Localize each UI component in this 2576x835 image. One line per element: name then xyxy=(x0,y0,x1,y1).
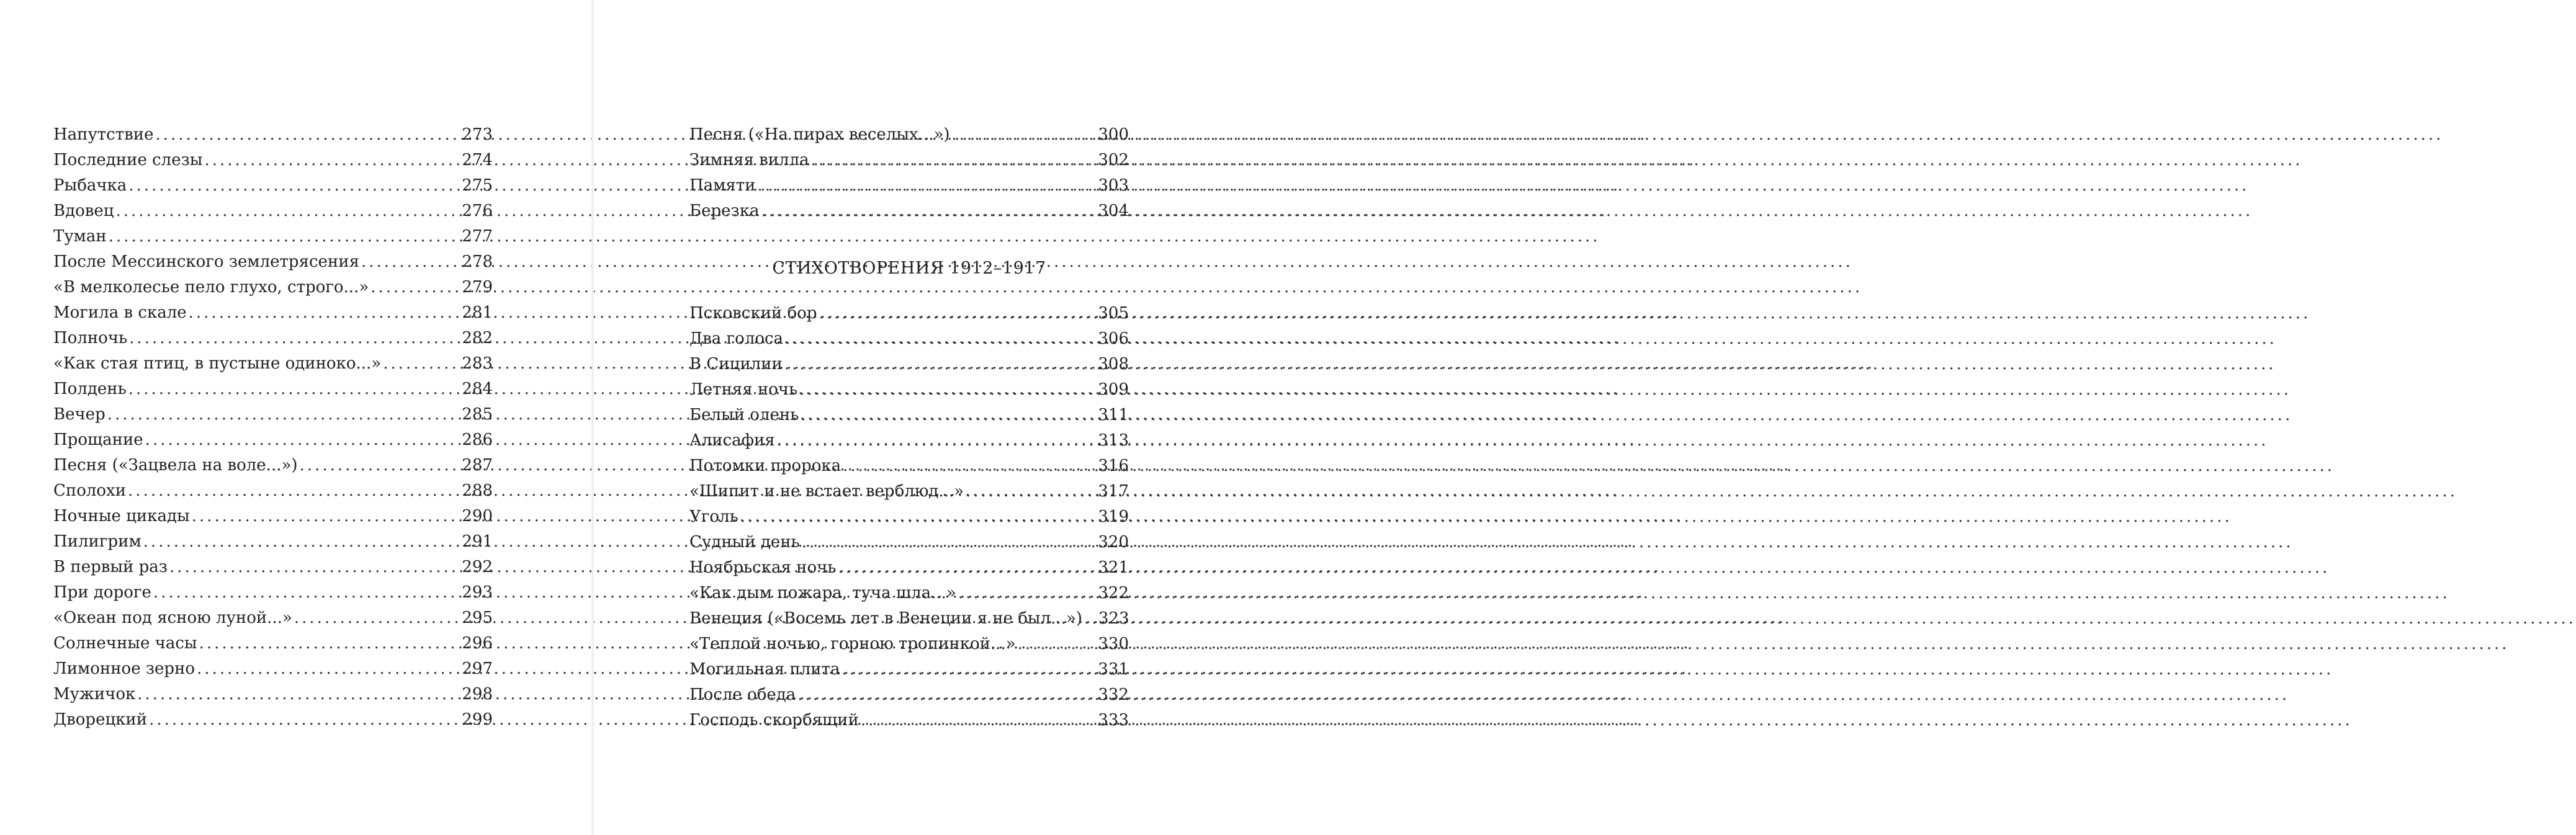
toc-entry xyxy=(53,504,493,529)
toc-entry xyxy=(689,122,1129,148)
toc-entry xyxy=(53,555,493,580)
toc-entry-title: Белый олень xyxy=(689,406,799,424)
left-page xyxy=(0,0,591,835)
toc-entry xyxy=(53,199,493,224)
toc-entry-page-number: 317 xyxy=(1098,482,1129,501)
toc-dot-leader xyxy=(204,148,460,173)
toc-dot-leader xyxy=(189,300,460,326)
toc-entry-title: Могила в скале xyxy=(53,303,187,322)
toc-dot-leader xyxy=(841,657,1096,682)
toc-dot-leader xyxy=(802,530,1097,555)
toc-entry-title: Напутствие xyxy=(53,125,154,144)
toc-entry-title: Мужичок xyxy=(53,685,136,703)
toc-dot-leader xyxy=(797,682,1096,708)
toc-dot-leader xyxy=(958,581,1097,606)
toc-entry xyxy=(53,427,493,453)
toc-entry-title: Ночные цикады xyxy=(53,507,190,525)
toc-entry-page-number: 275 xyxy=(462,176,493,195)
toc-entry-page-number: 281 xyxy=(462,303,493,322)
toc-entry xyxy=(689,428,1129,453)
toc-entry-title: «Океан под ясною луной...» xyxy=(53,609,292,627)
toc-entry-page-number: 292 xyxy=(462,558,493,576)
toc-dot-leader xyxy=(109,224,460,249)
toc-entry-title: Последние слезы xyxy=(53,151,203,169)
toc-entry xyxy=(689,377,1129,403)
toc-dot-leader xyxy=(361,249,460,275)
toc-dot-leader xyxy=(843,453,1096,479)
toc-entry-page-number: 283 xyxy=(462,354,493,373)
toc-entry-page-number: 304 xyxy=(1098,202,1129,220)
toc-dot-leader xyxy=(300,453,460,478)
toc-entry-title: Псковский бор xyxy=(689,304,817,323)
toc-entry-title: Дворецкий xyxy=(53,710,148,729)
toc-entry xyxy=(689,555,1129,581)
toc-entry xyxy=(53,605,493,631)
toc-entry xyxy=(53,529,493,555)
toc-entry xyxy=(53,148,493,173)
toc-entry xyxy=(689,326,1129,352)
toc-entry xyxy=(53,453,493,478)
toc-dot-leader xyxy=(966,479,1096,504)
toc-entry xyxy=(53,631,493,656)
toc-entry-page-number: 293 xyxy=(462,583,493,602)
toc-entry-page-number: 278 xyxy=(462,252,493,271)
toc-dot-leader xyxy=(128,377,460,402)
toc-entry xyxy=(53,300,493,326)
toc-entry-title: Туман xyxy=(53,227,107,246)
toc-entry xyxy=(53,478,493,504)
toc-entry xyxy=(689,173,1129,199)
toc-dot-leader xyxy=(149,707,460,733)
toc-entry-page-number: 302 xyxy=(1098,151,1129,169)
toc-entry-title: Вдовец xyxy=(53,202,114,220)
toc-entry-title: Сполохи xyxy=(53,481,127,500)
toc-entry-page-number: 320 xyxy=(1098,533,1129,551)
toc-dot-leader xyxy=(107,402,460,427)
toc-dot-leader xyxy=(145,427,460,453)
toc-entry-page-number: 300 xyxy=(1098,125,1129,144)
toc-entry-page-number: 313 xyxy=(1098,431,1129,450)
right-page xyxy=(594,0,1176,835)
toc-dot-leader xyxy=(153,580,460,605)
toc-dot-leader xyxy=(192,504,460,529)
toc-entry-page-number: 277 xyxy=(462,227,493,246)
toc-dot-leader xyxy=(811,148,1097,173)
toc-entry-title: Песня («На пирах веселых...») xyxy=(689,125,950,144)
toc-entry-title: «Шипит и не встает верблюд...» xyxy=(689,482,964,501)
toc-entry xyxy=(53,122,493,148)
toc-entry-title: Солнечные часы xyxy=(53,634,197,653)
toc-entry-title: «Как стая птиц, в пустыне одиноко...» xyxy=(53,354,382,373)
toc-entry-page-number: 279 xyxy=(462,278,493,297)
toc-entry xyxy=(689,606,1129,632)
toc-dot-leader xyxy=(740,504,1097,530)
toc-entry-title: Судный день xyxy=(689,533,800,551)
toc-entry xyxy=(689,530,1129,555)
toc-entry xyxy=(689,657,1129,682)
left-toc-list xyxy=(53,122,493,733)
toc-entry-page-number: 290 xyxy=(462,507,493,525)
toc-entry-title: «Теплой ночью, горною тропинкой...» xyxy=(689,635,1016,653)
toc-entry-title: Лимонное зерно xyxy=(53,659,195,678)
section-heading: СТИХОТВОРЕНИЯ 1912–1917 xyxy=(772,259,1046,278)
toc-dot-leader xyxy=(197,656,460,682)
toc-entry xyxy=(689,199,1129,224)
toc-entry xyxy=(689,632,1129,657)
toc-dot-leader xyxy=(129,326,460,351)
toc-entry xyxy=(53,275,493,300)
toc-entry-page-number: 284 xyxy=(462,380,493,398)
toc-entry xyxy=(53,351,493,377)
toc-dot-leader xyxy=(784,352,1097,377)
toc-entry xyxy=(689,352,1129,377)
toc-entry xyxy=(53,173,493,199)
toc-dot-leader xyxy=(1084,606,1097,632)
toc-entry-page-number: 296 xyxy=(462,634,493,653)
toc-entry-page-number: 323 xyxy=(1098,609,1129,628)
toc-entry-page-number: 276 xyxy=(462,202,493,220)
toc-dot-leader xyxy=(370,275,460,300)
toc-dot-leader xyxy=(155,122,460,148)
toc-entry xyxy=(689,301,1129,326)
toc-entry-title: Господь скорбящий xyxy=(689,711,859,730)
toc-entry-page-number: 274 xyxy=(462,151,493,169)
toc-entry-title: Два голоса xyxy=(689,329,784,348)
toc-dot-leader xyxy=(137,682,460,707)
toc-entry-page-number: 303 xyxy=(1098,176,1129,195)
toc-entry-title: Потомки пророка xyxy=(689,457,841,475)
toc-entry-page-number: 299 xyxy=(462,710,493,729)
toc-entry xyxy=(689,708,1129,733)
toc-entry xyxy=(689,504,1129,530)
toc-dot-leader xyxy=(758,173,1097,199)
right-toc-list-top xyxy=(689,122,1129,224)
toc-dot-leader xyxy=(777,428,1097,453)
toc-entry-page-number: 282 xyxy=(462,329,493,347)
toc-entry-title: Песня («Зацвела на воле...») xyxy=(53,456,298,475)
toc-entry-title: «Как дым пожара, туча шла...» xyxy=(689,584,956,602)
toc-dot-leader xyxy=(861,708,1097,733)
toc-dot-leader xyxy=(785,326,1096,352)
toc-entry xyxy=(53,377,493,402)
toc-entry-page-number: 305 xyxy=(1098,304,1129,323)
toc-dot-leader xyxy=(801,403,1096,428)
toc-entry xyxy=(53,707,493,733)
toc-entry-title: Прощание xyxy=(53,431,143,449)
toc-entry xyxy=(53,402,493,427)
toc-dot-leader xyxy=(143,529,460,555)
toc-entry xyxy=(689,581,1129,606)
toc-entry-title: Могильная плита xyxy=(689,660,840,679)
toc-entry-page-number: 308 xyxy=(1098,355,1129,373)
book-spread xyxy=(0,0,1176,835)
toc-entry xyxy=(53,682,493,707)
toc-dot-leader xyxy=(838,555,1097,581)
toc-entry-page-number: 309 xyxy=(1098,380,1129,399)
toc-entry-title: Березка xyxy=(689,202,760,220)
toc-entry-title: Полдень xyxy=(53,380,127,398)
toc-entry-page-number: 291 xyxy=(462,532,493,551)
toc-entry-page-number: 285 xyxy=(462,405,493,424)
toc-dot-leader xyxy=(383,351,460,377)
toc-entry-title: Ноябрьская ночь xyxy=(689,558,837,577)
toc-entry xyxy=(53,326,493,351)
right-toc-list-bottom xyxy=(689,301,1129,733)
toc-dot-leader xyxy=(294,605,460,631)
toc-entry xyxy=(689,682,1129,708)
toc-entry-page-number: 330 xyxy=(1098,635,1129,653)
toc-entry-title: Рыбачка xyxy=(53,176,127,195)
toc-entry-title: В Сицилии xyxy=(689,355,783,373)
toc-dot-leader xyxy=(819,301,1096,326)
toc-entry-title: Уголь xyxy=(689,507,738,526)
toc-entry-page-number: 332 xyxy=(1098,685,1129,704)
toc-entry xyxy=(689,479,1129,504)
toc-entry xyxy=(689,453,1129,479)
toc-entry-title: «В мелколесье пело глухо, строго...» xyxy=(53,278,369,297)
toc-entry-page-number: 286 xyxy=(462,431,493,449)
toc-entry xyxy=(53,224,493,249)
toc-dot-leader xyxy=(761,199,1096,224)
toc-entry-page-number: 287 xyxy=(462,456,493,475)
toc-entry-title: После Мессинского землетрясения xyxy=(53,252,359,271)
toc-dot-leader xyxy=(952,122,1097,148)
toc-dot-leader xyxy=(199,631,460,656)
toc-entry-page-number: 306 xyxy=(1098,329,1129,348)
toc-dot-leader xyxy=(169,555,460,580)
toc-entry-title: После обеда xyxy=(689,685,796,704)
toc-dot-leader xyxy=(128,478,460,504)
toc-dot-leader xyxy=(116,199,460,224)
toc-entry xyxy=(53,249,493,275)
toc-entry-page-number: 288 xyxy=(462,481,493,500)
toc-entry xyxy=(689,403,1129,428)
toc-entry-title: Венеция («Восемь лет в Венеции я не был...») xyxy=(689,609,1082,628)
toc-entry-page-number: 311 xyxy=(1098,406,1129,424)
toc-entry-title: Вечер xyxy=(53,405,105,424)
toc-entry-page-number: 298 xyxy=(462,685,493,703)
toc-entry-page-number: 333 xyxy=(1098,711,1129,730)
toc-entry-page-number: 297 xyxy=(462,659,493,678)
toc-entry-page-number: 321 xyxy=(1098,558,1129,577)
toc-entry-title: Памяти xyxy=(689,176,756,195)
toc-entry-title: Полночь xyxy=(53,329,128,347)
toc-entry-page-number: 331 xyxy=(1098,660,1129,679)
toc-dot-leader xyxy=(1018,632,1097,657)
toc-dot-leader xyxy=(799,377,1096,403)
toc-entry xyxy=(689,148,1129,173)
toc-entry-title: Алисафия xyxy=(689,431,775,450)
toc-entry-page-number: 295 xyxy=(462,609,493,627)
toc-entry-title: Зимняя вилла xyxy=(689,151,809,169)
toc-entry-page-number: 322 xyxy=(1098,584,1129,602)
toc-entry-title: Пилигрим xyxy=(53,532,141,551)
toc-dot-leader xyxy=(128,173,460,199)
toc-entry-page-number: 319 xyxy=(1098,507,1129,526)
toc-entry-title: Летняя ночь xyxy=(689,380,798,399)
toc-entry-page-number: 273 xyxy=(462,125,493,144)
toc-entry xyxy=(53,580,493,605)
toc-entry xyxy=(53,656,493,682)
toc-entry-title: В первый раз xyxy=(53,558,168,576)
toc-entry-page-number: 316 xyxy=(1098,457,1129,475)
toc-entry-title: При дороге xyxy=(53,583,151,602)
